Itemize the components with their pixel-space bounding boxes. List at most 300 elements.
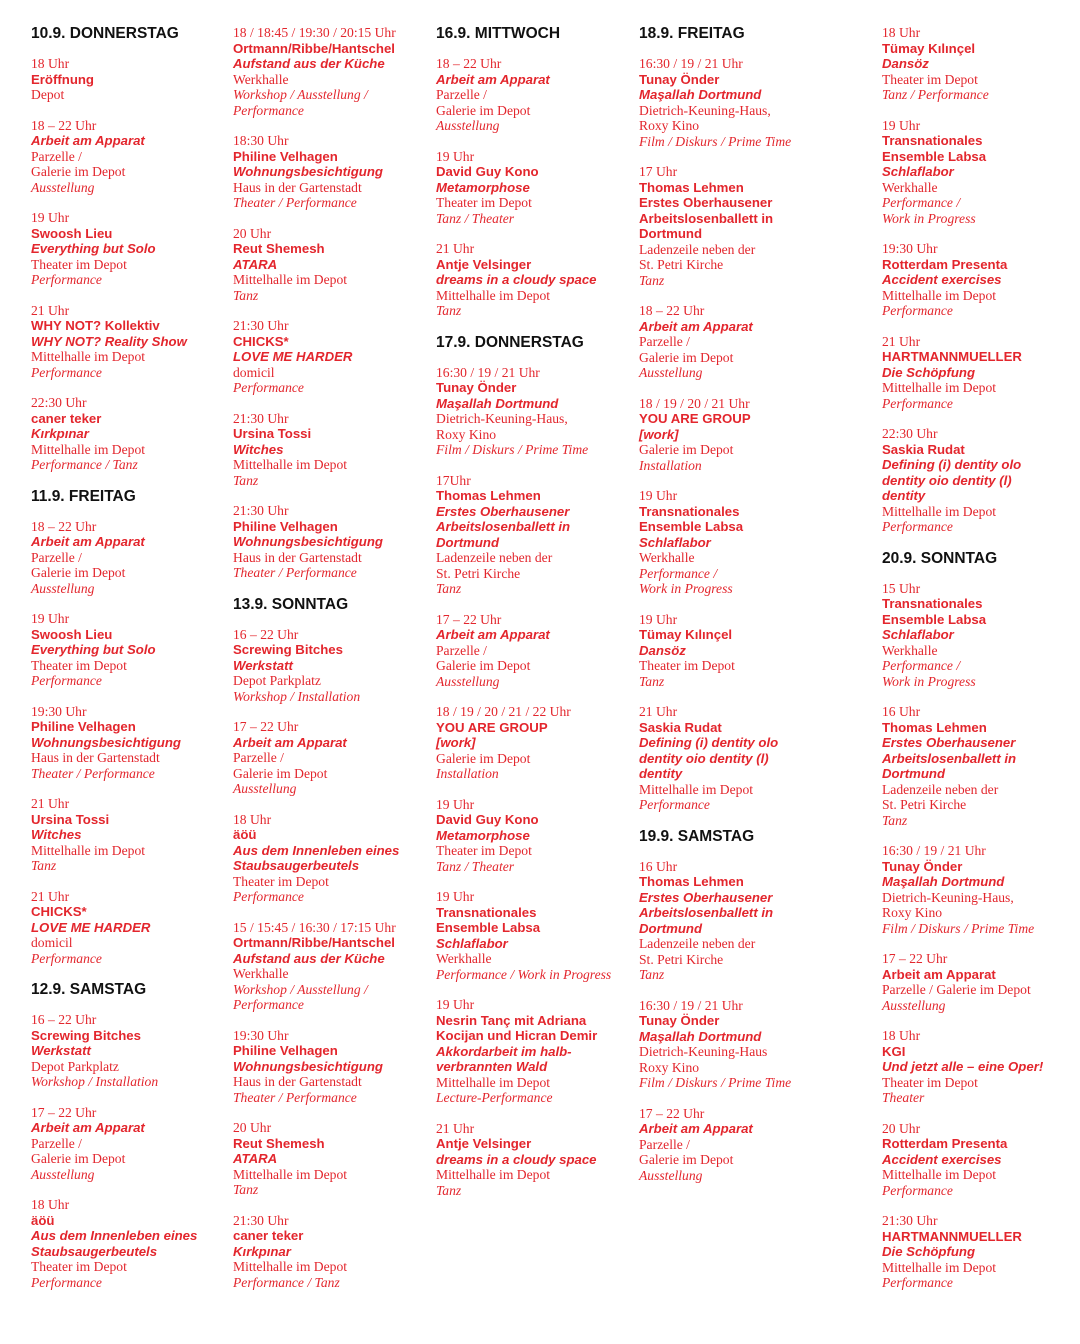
event-artist: David Guy Kono xyxy=(436,812,539,827)
event-time: 18 – 22 Uhr xyxy=(639,303,705,318)
event-title: dentity xyxy=(639,766,683,781)
event-entry xyxy=(639,164,875,288)
event-venue: Parzelle / Galerie im Depot xyxy=(882,982,1031,997)
event-venue: Mittelhalle im Depot xyxy=(882,503,997,519)
event-venue: Mittelhalle im Depot xyxy=(31,842,146,858)
event-venue: Theater im Depot xyxy=(31,657,127,673)
event-genre: Theater / Performance xyxy=(31,765,155,781)
event-artist: Transnationales xyxy=(436,904,537,920)
event-artist: Antje Velsinger xyxy=(436,256,532,272)
event-time: 16 Uhr xyxy=(882,704,921,719)
event-venue: St. Petri Kirche xyxy=(436,565,521,581)
event-artist: Ursina Tossi xyxy=(233,426,312,441)
event-artist: Erstes Oberhausener xyxy=(639,195,773,210)
event-venue: Mittelhalle im Depot xyxy=(436,1167,551,1182)
event-entry xyxy=(31,704,227,782)
event-title: dreams in a cloudy space xyxy=(436,272,597,287)
event-time: 19 Uhr xyxy=(436,889,475,904)
event-time: 17 Uhr xyxy=(639,164,678,179)
event-venue: Dietrich-Keuning-Haus, xyxy=(882,889,1014,905)
event-venue: Theater im Depot xyxy=(882,71,978,87)
event-entry xyxy=(639,704,875,813)
event-title: Schlaflabor xyxy=(882,627,954,642)
event-entry xyxy=(436,473,632,597)
programme-column-2 xyxy=(233,25,429,1305)
event-genre: Performance xyxy=(882,303,953,318)
event-time: 18 – 22 Uhr xyxy=(31,117,97,133)
event-entry xyxy=(31,519,227,597)
day-heading: 12.9. SAMSTAG xyxy=(31,981,147,998)
event-entry xyxy=(882,581,1078,690)
event-artist: Saskia Rudat xyxy=(882,441,965,457)
event-title: [work] xyxy=(436,735,476,750)
event-time: 21:30 Uhr xyxy=(233,1212,289,1228)
event-time: 15 Uhr xyxy=(882,580,921,596)
event-entry xyxy=(31,1105,227,1183)
event-genre: Performance xyxy=(31,364,102,380)
event-artist: HARTMANNMUELLER xyxy=(882,349,1022,364)
event-artist: Tunay Önder xyxy=(436,380,517,395)
event-time: 20 Uhr xyxy=(233,225,272,241)
event-venue: Parzelle / xyxy=(639,1136,690,1152)
event-genre: Theater / Performance xyxy=(233,195,357,210)
event-artist: Antje Velsinger xyxy=(436,1136,532,1151)
event-artist: Ortmann/Ribbe/Hantschel xyxy=(233,935,395,950)
event-genre: Ausstellung xyxy=(639,365,703,380)
event-title: Aus dem Innenleben eines xyxy=(233,842,400,858)
event-genre: Workshop / Installation xyxy=(233,688,361,704)
event-entry xyxy=(882,1028,1078,1106)
event-entry xyxy=(639,859,875,983)
event-entry xyxy=(639,56,875,149)
event-title: Aus dem Innenleben eines xyxy=(31,1228,198,1243)
event-time: 16:30 / 19 / 21 Uhr xyxy=(639,56,743,71)
event-title: Arbeit am Apparat xyxy=(436,627,550,642)
event-title: Die Schöpfung xyxy=(882,364,976,380)
event-entry xyxy=(31,56,227,103)
event-artist: Reut Shemesh xyxy=(233,241,325,256)
event-time: 21 Uhr xyxy=(639,704,678,719)
event-title: Dortmund xyxy=(436,534,499,550)
event-artist: Ensemble Labsa xyxy=(639,519,744,534)
event-venue: Parzelle / xyxy=(31,148,82,164)
event-venue: Mittelhalle im Depot xyxy=(436,287,551,303)
day-heading: 18.9. FREITAG xyxy=(639,25,745,42)
event-title: Maşallah Dortmund xyxy=(436,395,559,411)
event-genre: Performance xyxy=(639,797,710,812)
event-time: 19:30 Uhr xyxy=(233,1027,289,1043)
event-title: Staubsaugerbeutels xyxy=(31,1243,158,1259)
event-genre: Performance / xyxy=(639,565,718,581)
event-artist: Screwing Bitches xyxy=(233,642,343,657)
event-title: WHY NOT? Reality Show xyxy=(31,333,187,349)
event-venue: Theater im Depot xyxy=(436,195,532,210)
event-title: Wohnungsbesichtigung xyxy=(233,1058,383,1074)
event-artist: Tümay Kılınçel xyxy=(882,40,976,56)
event-genre: Film / Diskurs / Prime Time xyxy=(882,920,1035,936)
event-time: 22:30 Uhr xyxy=(882,426,938,441)
event-artist: CHICKS* xyxy=(31,904,87,919)
event-entry xyxy=(233,133,429,211)
event-venue: Dietrich-Keuning-Haus, xyxy=(639,102,771,118)
event-entry xyxy=(639,396,875,474)
event-genre: Film / Diskurs / Prime Time xyxy=(639,1075,792,1090)
event-title: Erstes Oberhausener xyxy=(882,735,1016,750)
event-entry xyxy=(233,411,429,489)
event-title: Arbeit am Apparat xyxy=(639,1121,753,1136)
event-genre: Performance xyxy=(882,1275,953,1290)
event-artist: Screwing Bitches xyxy=(31,1027,141,1043)
event-artist: Philine Velhagen xyxy=(31,719,136,734)
event-genre: Performance / xyxy=(882,658,961,673)
event-time: 17 – 22 Uhr xyxy=(639,1105,705,1121)
event-artist: Eröffnung xyxy=(31,71,94,87)
event-time: 16 – 22 Uhr xyxy=(233,626,299,642)
event-title: Arbeit am Apparat xyxy=(31,133,145,148)
event-entry xyxy=(31,395,227,473)
event-entry xyxy=(31,1012,227,1090)
event-time: 16 – 22 Uhr xyxy=(31,1012,97,1027)
event-venue: Werkhalle xyxy=(233,966,289,981)
event-artist: YOU ARE GROUP xyxy=(639,411,751,426)
event-entry xyxy=(882,1121,1078,1199)
event-artist: Swoosh Lieu xyxy=(31,225,113,241)
event-genre: Tanz xyxy=(436,303,462,318)
event-venue: Mittelhalle im Depot xyxy=(639,781,754,797)
event-time: 18 Uhr xyxy=(882,25,921,40)
event-title: Und jetzt alle – eine Oper! xyxy=(882,1059,1044,1074)
event-time: 21 Uhr xyxy=(436,241,475,256)
event-title: Arbeit am Apparat xyxy=(31,1120,145,1135)
event-time: 21 Uhr xyxy=(436,1120,475,1136)
event-genre: Tanz xyxy=(233,1182,259,1197)
event-time: 19 Uhr xyxy=(436,997,475,1012)
event-time: 18 Uhr xyxy=(31,1197,70,1212)
day-heading: 17.9. DONNERSTAG xyxy=(436,333,584,351)
event-genre: Workshop / Ausstellung / xyxy=(233,87,368,102)
event-genre: Performance xyxy=(882,519,953,534)
event-venue: Depot xyxy=(31,87,65,102)
event-genre: Performance / Tanz xyxy=(233,1274,340,1290)
event-time: 16:30 / 19 / 21 Uhr xyxy=(882,843,986,858)
event-artist: Arbeitslosenballett in xyxy=(639,210,774,226)
event-entry xyxy=(233,719,429,797)
event-venue: Ladenzeile neben der xyxy=(882,781,999,797)
event-artist: Thomas Lehmen xyxy=(639,874,744,889)
event-venue: Depot Parkplatz xyxy=(31,1058,119,1074)
event-genre: Workshop / Installation xyxy=(31,1074,159,1089)
event-venue: St. Petri Kirche xyxy=(639,951,724,967)
event-artist: Thomas Lehmen xyxy=(639,179,744,195)
event-title: Akkordarbeit im halb- xyxy=(436,1043,572,1059)
event-venue: Parzelle / xyxy=(436,642,487,658)
event-title: Maşallah Dortmund xyxy=(639,1028,762,1044)
event-entry xyxy=(233,812,429,905)
event-time: 19 Uhr xyxy=(639,488,678,503)
event-artist: Rotterdam Presenta xyxy=(882,1136,1008,1151)
event-artist: äöü xyxy=(31,1212,55,1228)
event-entry xyxy=(436,997,632,1106)
event-title: Arbeit am Apparat xyxy=(233,734,347,750)
event-genre: Performance / xyxy=(882,195,961,210)
event-venue: Mittelhalle im Depot xyxy=(233,272,348,287)
event-venue: Theater im Depot xyxy=(233,873,329,889)
event-entry xyxy=(436,149,632,227)
event-venue: Werkhalle xyxy=(233,71,289,87)
event-title: Everything but Solo xyxy=(31,241,156,256)
event-genre: Ausstellung xyxy=(882,997,946,1013)
day-heading: 11.9. FREITAG xyxy=(31,487,136,505)
event-time: 19 Uhr xyxy=(31,210,70,225)
event-title: ATARA xyxy=(233,256,278,272)
event-genre: Film / Diskurs / Prime Time xyxy=(639,133,792,149)
event-entry xyxy=(882,704,1078,828)
event-entry xyxy=(31,210,227,288)
event-artist: Kocijan und Hicran Demir xyxy=(436,1028,598,1043)
event-time: 18 – 22 Uhr xyxy=(31,518,97,534)
event-artist: KGI xyxy=(882,1043,906,1059)
event-title: Arbeitslosenballett in xyxy=(882,750,1017,766)
event-title: Arbeitslosenballett in xyxy=(639,905,774,920)
event-artist: WHY NOT? Kollektiv xyxy=(31,318,160,333)
event-entry xyxy=(233,1213,429,1291)
event-genre: Tanz xyxy=(639,673,665,689)
event-title: Werkstatt xyxy=(31,1043,91,1058)
event-genre: Lecture-Performance xyxy=(436,1090,553,1105)
event-venue: Mittelhalle im Depot xyxy=(31,349,146,364)
event-title: Die Schöpfung xyxy=(882,1244,976,1259)
event-venue: Werkhalle xyxy=(436,951,492,966)
event-entry xyxy=(639,998,875,1091)
event-time: 17 – 22 Uhr xyxy=(233,719,299,734)
event-entry xyxy=(882,426,1078,535)
event-time: 19:30 Uhr xyxy=(31,703,87,719)
event-venue: Parzelle / xyxy=(233,750,284,765)
event-genre: Tanz / Theater xyxy=(436,858,515,874)
event-title: LOVE ME HARDER xyxy=(31,919,151,935)
event-artist: Arbeit am Apparat xyxy=(882,966,996,982)
event-genre: Ausstellung xyxy=(31,580,95,596)
event-venue: Haus in der Gartenstadt xyxy=(233,179,362,195)
event-time: 19 Uhr xyxy=(639,611,678,627)
event-title: dentity oio dentity (l) xyxy=(882,472,1012,488)
event-venue: Mittelhalle im Depot xyxy=(882,287,997,303)
event-title: Wohnungsbesichtigung xyxy=(233,534,383,549)
event-time: 18 Uhr xyxy=(882,1028,921,1043)
event-entry xyxy=(31,611,227,689)
event-venue: Galerie im Depot xyxy=(436,102,531,118)
event-artist: Transnationales xyxy=(882,596,983,611)
event-venue: Theater im Depot xyxy=(639,658,735,673)
event-venue: Mittelhalle im Depot xyxy=(233,1259,348,1274)
event-venue: Theater im Depot xyxy=(31,1259,127,1274)
event-entry xyxy=(31,889,227,967)
event-entry xyxy=(436,241,632,319)
event-title: Defining (i) dentity olo xyxy=(639,735,779,750)
event-genre: Performance xyxy=(233,997,304,1012)
event-time: 17 – 22 Uhr xyxy=(436,611,502,627)
event-entry xyxy=(882,951,1078,1013)
event-genre: Ausstellung xyxy=(436,673,500,689)
event-title: Wohnungsbesichtigung xyxy=(233,164,383,179)
event-title: Witches xyxy=(233,441,284,457)
event-time: 18 / 19 / 20 / 21 / 22 Uhr xyxy=(436,704,571,719)
event-time: 17 – 22 Uhr xyxy=(31,1104,97,1120)
event-title: [work] xyxy=(639,426,679,442)
day-heading: 10.9. DONNERSTAG xyxy=(31,25,179,42)
event-venue: Mittelhalle im Depot xyxy=(882,1167,997,1182)
event-entry xyxy=(882,241,1078,319)
event-genre: Performance / Tanz xyxy=(31,457,138,472)
event-title: LOVE ME HARDER xyxy=(233,349,353,364)
event-genre: Work in Progress xyxy=(639,581,733,596)
event-genre: Tanz xyxy=(639,272,665,288)
event-genre: Performance xyxy=(233,380,304,395)
programme-column-4 xyxy=(639,25,875,1198)
event-entry xyxy=(233,1028,429,1106)
event-entry xyxy=(436,704,632,782)
event-genre: Tanz / Theater xyxy=(436,210,515,226)
event-time: 21 Uhr xyxy=(31,796,70,811)
event-time: 21:30 Uhr xyxy=(882,1213,938,1228)
event-title: Erstes Oberhausener xyxy=(436,503,570,519)
event-venue: Haus in der Gartenstadt xyxy=(233,1074,362,1089)
event-time: 19 Uhr xyxy=(436,148,475,164)
event-time: 18 Uhr xyxy=(31,56,70,71)
event-venue: Mittelhalle im Depot xyxy=(233,457,348,472)
event-time: 19 Uhr xyxy=(436,796,475,812)
event-venue: Galerie im Depot xyxy=(639,442,734,457)
event-venue: Dietrich-Keuning-Haus, xyxy=(436,411,568,426)
event-title: Dortmund xyxy=(882,766,945,781)
event-artist: Saskia Rudat xyxy=(639,719,722,735)
event-entry xyxy=(233,318,429,396)
event-venue: Werkhalle xyxy=(882,642,938,658)
event-genre: Installation xyxy=(436,766,499,781)
event-venue: Roxy Kino xyxy=(882,905,943,920)
event-genre: Ausstellung xyxy=(639,1167,703,1183)
event-venue: Depot Parkplatz xyxy=(233,673,321,688)
event-venue: Mittelhalle im Depot xyxy=(31,441,146,457)
event-title: Wohnungsbesichtigung xyxy=(31,734,181,750)
event-title: Arbeitslosenballett in xyxy=(436,519,571,534)
event-genre: Performance xyxy=(882,395,953,411)
event-genre: Tanz xyxy=(639,967,665,982)
event-title: Schlaflabor xyxy=(436,935,508,951)
event-time: 21:30 Uhr xyxy=(233,410,289,426)
event-genre: Ausstellung xyxy=(31,1166,95,1182)
event-time: 22:30 Uhr xyxy=(31,395,87,410)
event-title: dentity oio dentity (l) xyxy=(639,750,769,766)
event-venue: Haus in der Gartenstadt xyxy=(233,549,362,565)
event-title: Dortmund xyxy=(639,920,702,936)
event-entry xyxy=(436,612,632,690)
event-genre: Ausstellung xyxy=(436,118,500,133)
event-title: Schlaflabor xyxy=(882,164,954,179)
event-genre: Tanz xyxy=(233,287,259,303)
event-artist: Ensemble Labsa xyxy=(882,148,987,164)
event-time: 21 Uhr xyxy=(882,333,921,349)
event-time: 19:30 Uhr xyxy=(882,241,938,256)
event-entry xyxy=(639,303,875,381)
event-entry xyxy=(436,889,632,982)
event-venue: Roxy Kino xyxy=(436,426,497,442)
event-genre: Performance xyxy=(31,673,102,688)
event-title: Witches xyxy=(31,827,82,842)
event-title: ATARA xyxy=(233,1151,278,1166)
event-time: 19 Uhr xyxy=(882,117,921,133)
event-title: Kırkpınar xyxy=(233,1243,291,1259)
event-entry xyxy=(882,25,1078,103)
event-genre: Ausstellung xyxy=(233,781,297,796)
event-entry xyxy=(233,627,429,705)
event-title: Maşallah Dortmund xyxy=(882,874,1005,889)
event-genre: Theater / Performance xyxy=(233,1089,357,1105)
event-artist: Philine Velhagen xyxy=(233,148,338,164)
event-genre: Tanz xyxy=(882,812,908,828)
programme-column-3 xyxy=(436,25,632,1213)
event-time: 16:30 / 19 / 21 Uhr xyxy=(639,997,743,1013)
event-genre: Tanz xyxy=(436,581,462,596)
event-venue: domicil xyxy=(233,364,275,380)
event-venue: Galerie im Depot xyxy=(639,349,734,365)
event-venue: St. Petri Kirche xyxy=(639,257,724,272)
event-genre: Performance xyxy=(233,889,304,904)
event-entry xyxy=(31,796,227,874)
programme-column-1 xyxy=(31,25,227,1305)
event-entry xyxy=(639,488,875,597)
event-venue: Parzelle / xyxy=(31,1135,82,1151)
event-time: 21:30 Uhr xyxy=(233,503,289,518)
event-entry xyxy=(882,334,1078,412)
event-entry xyxy=(882,843,1078,936)
event-artist: Rotterdam Presenta xyxy=(882,256,1008,272)
event-time: 16:30 / 19 / 21 Uhr xyxy=(436,364,540,380)
event-time: 18 / 19 / 20 / 21 Uhr xyxy=(639,395,750,411)
event-genre: Tanz / Performance xyxy=(882,87,989,102)
event-artist: Swoosh Lieu xyxy=(31,626,113,642)
event-venue: Galerie im Depot xyxy=(31,164,126,179)
event-venue: Werkhalle xyxy=(882,179,938,195)
event-artist: Ortmann/Ribbe/Hantschel xyxy=(233,40,395,56)
event-venue: Ladenzeile neben der xyxy=(639,241,756,257)
event-time: 17 – 22 Uhr xyxy=(882,951,948,966)
event-time: 15 / 15:45 / 16:30 / 17:15 Uhr xyxy=(233,919,396,935)
event-title: Metamorphose xyxy=(436,179,530,195)
event-title: Metamorphose xyxy=(436,827,530,843)
event-title: dentity xyxy=(882,488,926,503)
event-genre: Performance xyxy=(882,1182,953,1198)
day-heading: 16.9. MITTWOCH xyxy=(436,25,561,42)
event-venue: Mittelhalle im Depot xyxy=(882,380,997,395)
event-entry xyxy=(233,25,429,118)
event-time: 18:30 Uhr xyxy=(233,133,289,148)
day-heading: 13.9. SONNTAG xyxy=(233,595,349,613)
event-artist: caner teker xyxy=(233,1228,304,1243)
event-genre: Film / Diskurs / Prime Time xyxy=(436,442,589,457)
event-time: 21 Uhr xyxy=(31,888,70,904)
event-entry xyxy=(436,1121,632,1199)
event-time: 20 Uhr xyxy=(233,1120,272,1135)
event-genre: Workshop / Ausstellung / xyxy=(233,981,368,997)
event-entry xyxy=(882,118,1078,227)
event-genre: Tanz xyxy=(31,858,57,873)
event-artist: Tunay Önder xyxy=(639,1013,720,1028)
event-entry xyxy=(639,612,875,690)
event-artist: Nesrin Tanç mit Adriana xyxy=(436,1012,587,1028)
event-genre: Ausstellung xyxy=(31,179,95,195)
event-genre: Work in Progress xyxy=(882,210,976,226)
